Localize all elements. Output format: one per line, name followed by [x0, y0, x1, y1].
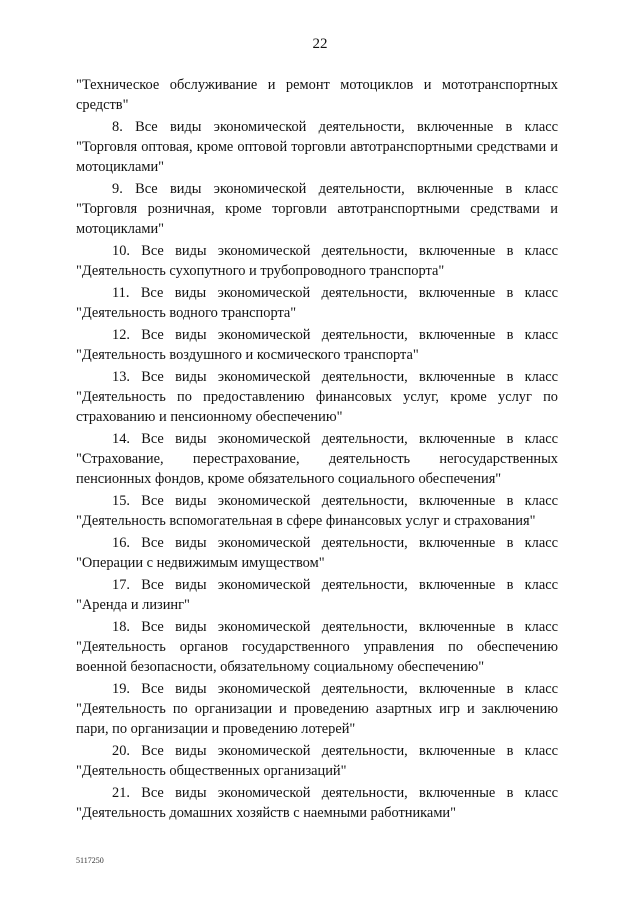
list-item-18: 18. Все виды экономической деятельности, включенные в класс "Деятельность органов государственного управления по обеспечению военной безопасности, обязательному социальному обеспечению" — [76, 619, 558, 675]
list-item-14: 14. Все виды экономической деятельности, включенные в класс "Страхование, перестрахование, деятельность негосударственных пенсионных фондов, кроме обязательного социального обеспечения" — [76, 431, 558, 487]
page-number: 22 — [312, 36, 328, 52]
list-item-20: 20. Все виды экономической деятельности, включенные в класс "Деятельность общественных организаций" — [76, 743, 558, 779]
continuation-paragraph: "Техническое обслуживание и ремонт мотоциклов и мототранспортных средств" — [76, 77, 558, 113]
list-item-10: 10. Все виды экономической деятельности, включенные в класс "Деятельность сухопутного и трубопроводного транспорта" — [76, 243, 558, 279]
list-item-21: 21. Все виды экономической деятельности, включенные в класс "Деятельность домашних хозяйств с наемными работниками" — [76, 785, 558, 821]
list-item-13: 13. Все виды экономической деятельности, включенные в класс "Деятельность по предоставлению финансовых услуг, кроме услуг по страхованию и пенсионному обеспечению" — [76, 369, 558, 425]
document-code: 5117250 — [76, 856, 104, 865]
list-item-19: 19. Все виды экономической деятельности, включенные в класс "Деятельность по организации и проведению азартных игр и заключению пари, по организации и проведению лотерей" — [76, 681, 558, 737]
list-item-17: 17. Все виды экономической деятельности, включенные в класс "Аренда и лизинг" — [76, 577, 558, 613]
document-body — [76, 75, 558, 825]
list-item-12: 12. Все виды экономической деятельности, включенные в класс "Деятельность воздушного и космического транспорта" — [76, 327, 558, 363]
list-item-11: 11. Все виды экономической деятельности, включенные в класс "Деятельность водного транспорта" — [76, 285, 558, 321]
list-item-16: 16. Все виды экономической деятельности, включенные в класс "Операции с недвижимым имуществом" — [76, 535, 558, 571]
list-item-15: 15. Все виды экономической деятельности, включенные в класс "Деятельность вспомогательная в сфере финансовых услуг и страхования" — [76, 493, 558, 529]
list-item-9: 9. Все виды экономической деятельности, включенные в класс "Торговля розничная, кроме торговли автотранспортными средствами и мотоциклами" — [76, 181, 558, 237]
list-item-8: 8. Все виды экономической деятельности, включенные в класс "Торговля оптовая, кроме оптовой торговли автотранспортными средствами и мотоциклами" — [76, 119, 558, 175]
